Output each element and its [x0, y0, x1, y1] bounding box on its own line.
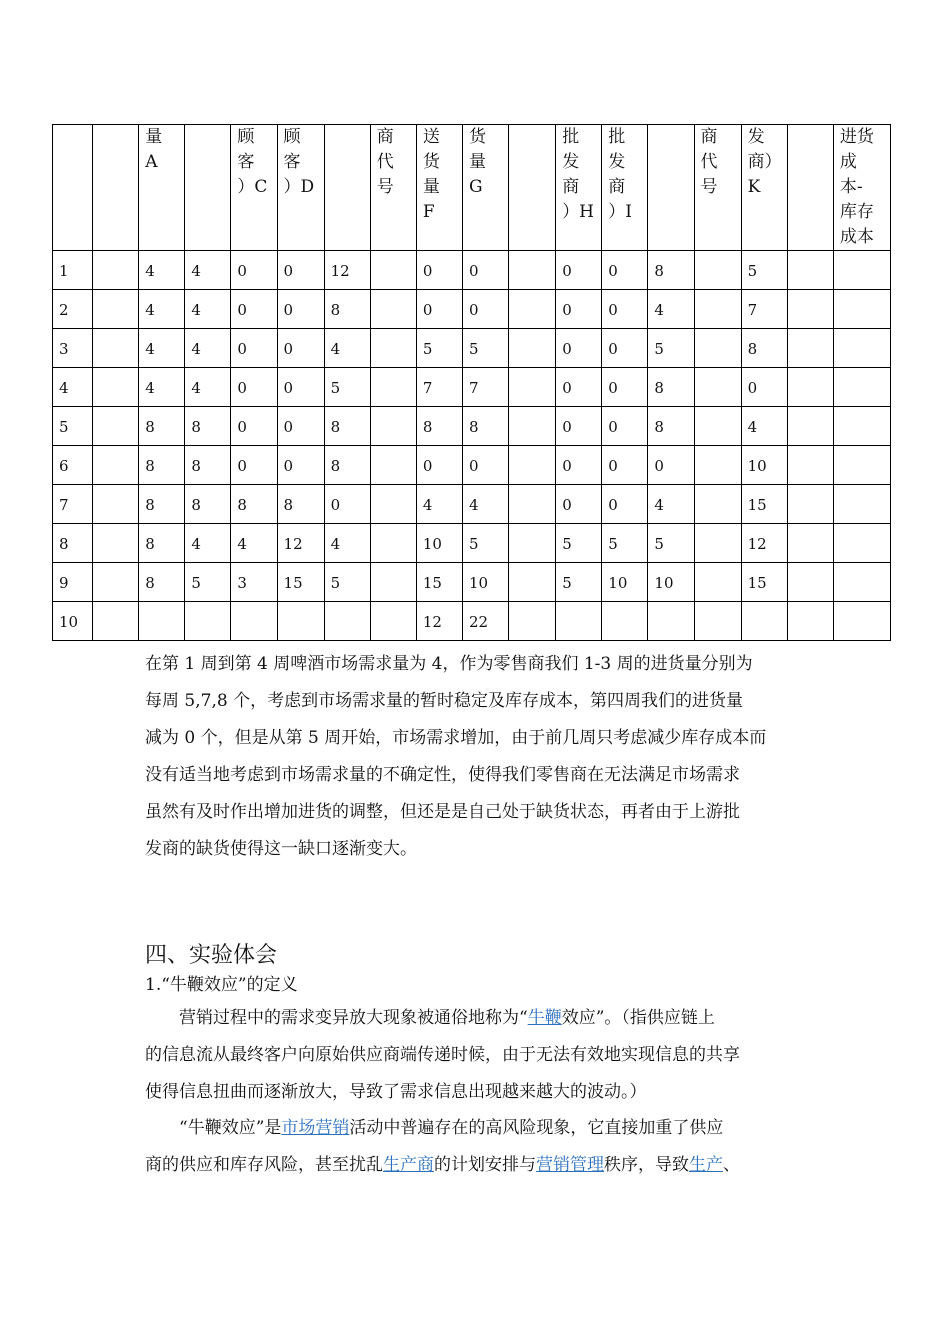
table-cell: 5 — [416, 329, 462, 368]
table-cell: 4 — [648, 485, 694, 524]
table-cell: 8 — [648, 407, 694, 446]
table-cell: 0 — [602, 485, 648, 524]
table-cell: 0 — [277, 407, 324, 446]
table-cell: 8 — [185, 485, 231, 524]
table-cell — [324, 602, 370, 641]
table-body — [53, 125, 891, 641]
table-header-row — [53, 125, 891, 251]
table-cell: 8 — [462, 407, 508, 446]
paragraph-line — [145, 1110, 810, 1147]
table-cell — [93, 524, 139, 563]
table-cell — [370, 446, 416, 485]
table-cell: 4 — [324, 524, 370, 563]
table-cell: 10 — [416, 524, 462, 563]
table-cell: 7 — [416, 368, 462, 407]
beer-game-table — [52, 124, 891, 641]
table-cell: 0 — [556, 485, 602, 524]
paragraph-line: 的信息流从最终客户向原始供应商端传递时候，由于无法有效地实现信息的共享 — [145, 1045, 740, 1065]
header-cell-line: 批 — [608, 127, 626, 147]
header-cell-line: 进货 — [839, 127, 874, 147]
paragraph-line: 发商的缺货使得这一缺口逐渐变大。 — [145, 839, 417, 859]
table-cell — [139, 602, 185, 641]
production-link[interactable]: 生产 — [689, 1155, 723, 1175]
table-cell — [509, 329, 556, 368]
table-cell: 4 — [185, 290, 231, 329]
table-cell: 15 — [741, 563, 787, 602]
table-cell — [509, 524, 556, 563]
header-cell-line: 商 — [376, 127, 394, 147]
table-cell: 4 — [462, 485, 508, 524]
header-cell-line: ）C — [237, 177, 268, 197]
text-run: 营销过程中的需求变异放大现象被通俗地称为“ — [145, 1008, 528, 1028]
table-cell: 4 — [741, 407, 787, 446]
header-cell — [741, 125, 787, 251]
table-cell — [93, 485, 139, 524]
table-cell: 5 — [462, 329, 508, 368]
table-cell: 0 — [602, 290, 648, 329]
table-cell: 0 — [231, 290, 277, 329]
table-row — [53, 251, 891, 290]
table-cell: 0 — [277, 290, 324, 329]
text-run: 活动中普遍存在的高风险现象，它直接加重了供应 — [349, 1118, 724, 1138]
table-cell: 0 — [648, 446, 694, 485]
table-cell — [787, 407, 833, 446]
table-cell — [93, 602, 139, 641]
paragraph-line: 没有适当地考虑到市场需求量的不确定性，使得我们零售商在无法满足市场需求 — [145, 765, 740, 785]
table-cell: 0 — [416, 446, 462, 485]
table-cell — [741, 602, 787, 641]
header-cell-line: 号 — [376, 177, 394, 197]
header-cell-line: 货 — [422, 152, 440, 172]
header-cell-line: 发 — [562, 152, 580, 172]
table-cell — [833, 407, 890, 446]
table-cell: 0 — [462, 251, 508, 290]
table-cell — [787, 446, 833, 485]
table-cell: 0 — [602, 446, 648, 485]
table-cell — [694, 251, 741, 290]
table-cell — [787, 485, 833, 524]
table-cell: 5 — [648, 524, 694, 563]
bullwhip-link[interactable]: 牛鞭 — [527, 1008, 562, 1028]
table-cell — [93, 407, 139, 446]
table-cell — [509, 602, 556, 641]
header-cell — [648, 125, 694, 251]
table-cell: 8 — [139, 446, 185, 485]
table-cell: 5 — [556, 563, 602, 602]
header-cell — [231, 125, 277, 251]
table-cell: 5 — [462, 524, 508, 563]
table-cell — [694, 290, 741, 329]
header-cell-line: 量 — [145, 127, 163, 147]
table-row — [53, 290, 891, 329]
table-cell — [370, 290, 416, 329]
table-cell — [694, 407, 741, 446]
table-cell — [93, 251, 139, 290]
header-cell — [139, 125, 185, 251]
table-cell: 0 — [277, 329, 324, 368]
header-cell-line: ）H — [562, 202, 595, 222]
table-cell — [93, 368, 139, 407]
header-cell-line: 本- — [839, 177, 863, 197]
definition-paragraph — [145, 1000, 810, 1111]
header-cell-line: 商） — [747, 152, 782, 172]
table-cell — [833, 290, 890, 329]
marketing-link[interactable]: 市场营销 — [281, 1118, 350, 1138]
paragraph-line — [145, 1147, 810, 1184]
table-cell — [787, 563, 833, 602]
section-heading: 四、实验体会 — [145, 943, 278, 968]
table-cell: 0 — [462, 446, 508, 485]
table-cell: 0 — [556, 251, 602, 290]
table-cell: 4 — [139, 290, 185, 329]
table-cell: 5 — [602, 524, 648, 563]
table-cell: 0 — [324, 485, 370, 524]
table-cell — [787, 251, 833, 290]
header-cell-line: 顾 — [237, 127, 255, 147]
table-cell: 0 — [602, 329, 648, 368]
table-cell: 0 — [556, 290, 602, 329]
table-cell: 7 — [53, 485, 93, 524]
table-cell — [787, 290, 833, 329]
header-cell-line: 客 — [237, 152, 255, 172]
table-cell: 8 — [324, 407, 370, 446]
table-cell — [509, 563, 556, 602]
table-cell — [787, 368, 833, 407]
table-cell: 0 — [741, 368, 787, 407]
table-cell — [833, 485, 890, 524]
header-cell — [602, 125, 648, 251]
table-cell — [509, 251, 556, 290]
header-cell-line: 商 — [562, 177, 580, 197]
header-cell-line: 送 — [422, 127, 440, 147]
table-cell — [556, 602, 602, 641]
header-cell-line: 商 — [700, 127, 718, 147]
table-cell: 0 — [602, 251, 648, 290]
table-cell: 5 — [324, 563, 370, 602]
table-cell: 0 — [462, 290, 508, 329]
table-cell: 6 — [53, 446, 93, 485]
table-cell: 0 — [602, 407, 648, 446]
table-row — [53, 329, 891, 368]
table-cell — [694, 446, 741, 485]
table-cell: 8 — [231, 485, 277, 524]
table-cell — [277, 602, 324, 641]
table-cell: 0 — [416, 290, 462, 329]
text-run: 、 — [723, 1155, 740, 1175]
table-row — [53, 368, 891, 407]
header-cell-line: 号 — [700, 177, 718, 197]
table-cell: 5 — [556, 524, 602, 563]
header-cell-line: K — [747, 177, 761, 197]
paragraph-line: 在第 1 周到第 4 周啤酒市场需求量为 4，作为零售商我们 1-3 周的进货量分别为 — [145, 654, 753, 674]
table-cell: 5 — [648, 329, 694, 368]
table-cell: 10 — [648, 563, 694, 602]
table-cell: 8 — [185, 446, 231, 485]
table-cell — [370, 524, 416, 563]
header-cell — [556, 125, 602, 251]
header-cell-line: 成本 — [839, 227, 874, 247]
table-cell: 1 — [53, 251, 93, 290]
table-cell: 0 — [556, 329, 602, 368]
header-cell — [370, 125, 416, 251]
paragraph-line: 每周 5,7,8 个，考虑到市场需求量的暂时稳定及库存成本，第四周我们的进货量 — [145, 691, 744, 711]
table-cell — [509, 368, 556, 407]
table-cell: 15 — [416, 563, 462, 602]
paragraph-line — [145, 1000, 810, 1037]
table-cell: 8 — [324, 290, 370, 329]
header-cell-line: F — [422, 202, 435, 222]
header-cell — [416, 125, 462, 251]
table-cell: 10 — [53, 602, 93, 641]
table-cell: 4 — [53, 368, 93, 407]
header-cell-line: 发 — [608, 152, 626, 172]
table-cell: 4 — [324, 329, 370, 368]
table-cell: 0 — [602, 368, 648, 407]
table-cell: 0 — [277, 251, 324, 290]
table-cell: 4 — [231, 524, 277, 563]
header-cell-line: A — [145, 152, 158, 172]
table-cell: 8 — [185, 407, 231, 446]
table-cell — [694, 563, 741, 602]
header-cell — [185, 125, 231, 251]
table-cell: 15 — [277, 563, 324, 602]
paragraph-line: 减为 0 个，但是从第 5 周开始，市场需求增加，由于前几周只考虑减少库存成本而 — [145, 728, 767, 748]
table-cell: 0 — [556, 368, 602, 407]
header-cell-line: 顾 — [283, 127, 301, 147]
table-cell — [833, 524, 890, 563]
table-cell: 0 — [416, 251, 462, 290]
analysis-paragraph — [145, 646, 810, 868]
table-cell — [694, 602, 741, 641]
table-cell: 8 — [139, 524, 185, 563]
table-row — [53, 485, 891, 524]
text-run: 的计划安排与 — [434, 1155, 536, 1175]
table-row — [53, 563, 891, 602]
sub-heading: 1.“牛鞭效应”的定义 — [145, 975, 298, 995]
table-cell — [694, 485, 741, 524]
header-cell-line: ）I — [608, 202, 633, 222]
header-cell — [833, 125, 890, 251]
table-cell — [93, 446, 139, 485]
table-cell: 8 — [648, 251, 694, 290]
table-cell: 4 — [185, 251, 231, 290]
table-cell — [833, 446, 890, 485]
header-cell-line: 库存 — [839, 202, 874, 222]
table-cell: 8 — [139, 563, 185, 602]
table-cell — [509, 407, 556, 446]
table-cell: 8 — [416, 407, 462, 446]
table-cell: 4 — [648, 290, 694, 329]
table-cell — [787, 524, 833, 563]
table-cell — [185, 602, 231, 641]
table-cell — [509, 446, 556, 485]
table-cell — [787, 329, 833, 368]
table-row — [53, 524, 891, 563]
manufacturer-link[interactable]: 生产商 — [383, 1155, 434, 1175]
table-cell — [509, 485, 556, 524]
header-cell-line: G — [468, 177, 483, 197]
table-cell — [370, 251, 416, 290]
table-cell — [833, 602, 890, 641]
table-cell: 4 — [139, 329, 185, 368]
table-cell: 0 — [277, 368, 324, 407]
table-cell: 3 — [53, 329, 93, 368]
table-cell — [648, 602, 694, 641]
table-cell: 0 — [277, 446, 324, 485]
paragraph-line: 虽然有及时作出增加进货的调整，但还是是自己处于缺货状态，再者由于上游批 — [145, 802, 740, 822]
table-cell: 5 — [741, 251, 787, 290]
table-cell: 12 — [741, 524, 787, 563]
table-cell: 8 — [53, 524, 93, 563]
header-cell — [53, 125, 93, 251]
header-cell — [694, 125, 741, 251]
header-cell-line: 代 — [376, 152, 394, 172]
table-cell: 4 — [185, 329, 231, 368]
header-cell-line: 批 — [562, 127, 580, 147]
table-cell — [370, 485, 416, 524]
table-cell: 8 — [324, 446, 370, 485]
table-cell — [833, 563, 890, 602]
header-cell-line: 量 — [422, 177, 440, 197]
header-cell-line: 量 — [468, 152, 486, 172]
text-run: 效应”。（指供应链上 — [561, 1008, 715, 1028]
table-cell: 10 — [602, 563, 648, 602]
table-cell — [602, 602, 648, 641]
table-cell — [694, 329, 741, 368]
table-cell: 10 — [462, 563, 508, 602]
table-cell — [93, 563, 139, 602]
table-cell: 0 — [231, 446, 277, 485]
table-cell: 7 — [741, 290, 787, 329]
table-cell: 3 — [231, 563, 277, 602]
table-cell: 12 — [416, 602, 462, 641]
table-cell: 0 — [231, 407, 277, 446]
table-row — [53, 446, 891, 485]
text-run: 秩序，导致 — [604, 1155, 689, 1175]
header-cell-line: 成 — [839, 152, 857, 172]
table-cell — [694, 524, 741, 563]
risk-paragraph — [145, 1110, 810, 1184]
table-row — [53, 407, 891, 446]
text-run: “牛鞭效应”是 — [145, 1118, 282, 1138]
header-cell — [787, 125, 833, 251]
header-cell — [509, 125, 556, 251]
table-cell — [370, 563, 416, 602]
table-cell: 2 — [53, 290, 93, 329]
table-cell — [833, 329, 890, 368]
text-run: 商的供应和库存风险，甚至扰乱 — [145, 1155, 383, 1175]
table-cell: 8 — [648, 368, 694, 407]
table-cell — [787, 602, 833, 641]
paragraph-line: 使得信息扭曲而逐渐放大，导致了需求信息出现越来越大的波动。） — [145, 1082, 647, 1102]
header-cell — [324, 125, 370, 251]
table-cell — [833, 251, 890, 290]
table-cell — [370, 329, 416, 368]
table-cell: 4 — [139, 251, 185, 290]
header-cell-line: 客 — [283, 152, 301, 172]
table-row — [53, 602, 891, 641]
table-cell — [509, 290, 556, 329]
table-cell: 22 — [462, 602, 508, 641]
table-cell: 0 — [231, 251, 277, 290]
table-cell: 10 — [741, 446, 787, 485]
table-cell — [833, 368, 890, 407]
header-cell — [462, 125, 508, 251]
table-cell: 15 — [741, 485, 787, 524]
table-cell: 0 — [556, 407, 602, 446]
table-cell — [370, 368, 416, 407]
table-cell: 4 — [185, 524, 231, 563]
table-cell: 9 — [53, 563, 93, 602]
table-cell: 0 — [556, 446, 602, 485]
table-cell: 12 — [324, 251, 370, 290]
header-cell-line: 代 — [700, 152, 718, 172]
table-cell — [93, 329, 139, 368]
table-cell: 8 — [139, 407, 185, 446]
table-cell — [231, 602, 277, 641]
table-cell: 0 — [231, 368, 277, 407]
table-cell: 5 — [53, 407, 93, 446]
table-cell: 8 — [741, 329, 787, 368]
table-cell: 5 — [185, 563, 231, 602]
table-cell: 7 — [462, 368, 508, 407]
table-cell — [694, 368, 741, 407]
header-cell — [93, 125, 139, 251]
header-cell-line: 货 — [468, 127, 486, 147]
table-cell: 4 — [416, 485, 462, 524]
header-cell-line: 发 — [747, 127, 765, 147]
table-cell — [370, 602, 416, 641]
table-cell: 5 — [324, 368, 370, 407]
header-cell-line: ）D — [283, 177, 315, 197]
table-cell — [370, 407, 416, 446]
header-cell-line: 商 — [608, 177, 626, 197]
table-cell: 12 — [277, 524, 324, 563]
table-cell: 4 — [139, 368, 185, 407]
table-cell: 8 — [139, 485, 185, 524]
table-cell: 0 — [231, 329, 277, 368]
header-cell — [277, 125, 324, 251]
table-cell: 4 — [185, 368, 231, 407]
table-cell: 8 — [277, 485, 324, 524]
marketing-management-link[interactable]: 营销管理 — [536, 1155, 604, 1175]
table-cell — [93, 290, 139, 329]
